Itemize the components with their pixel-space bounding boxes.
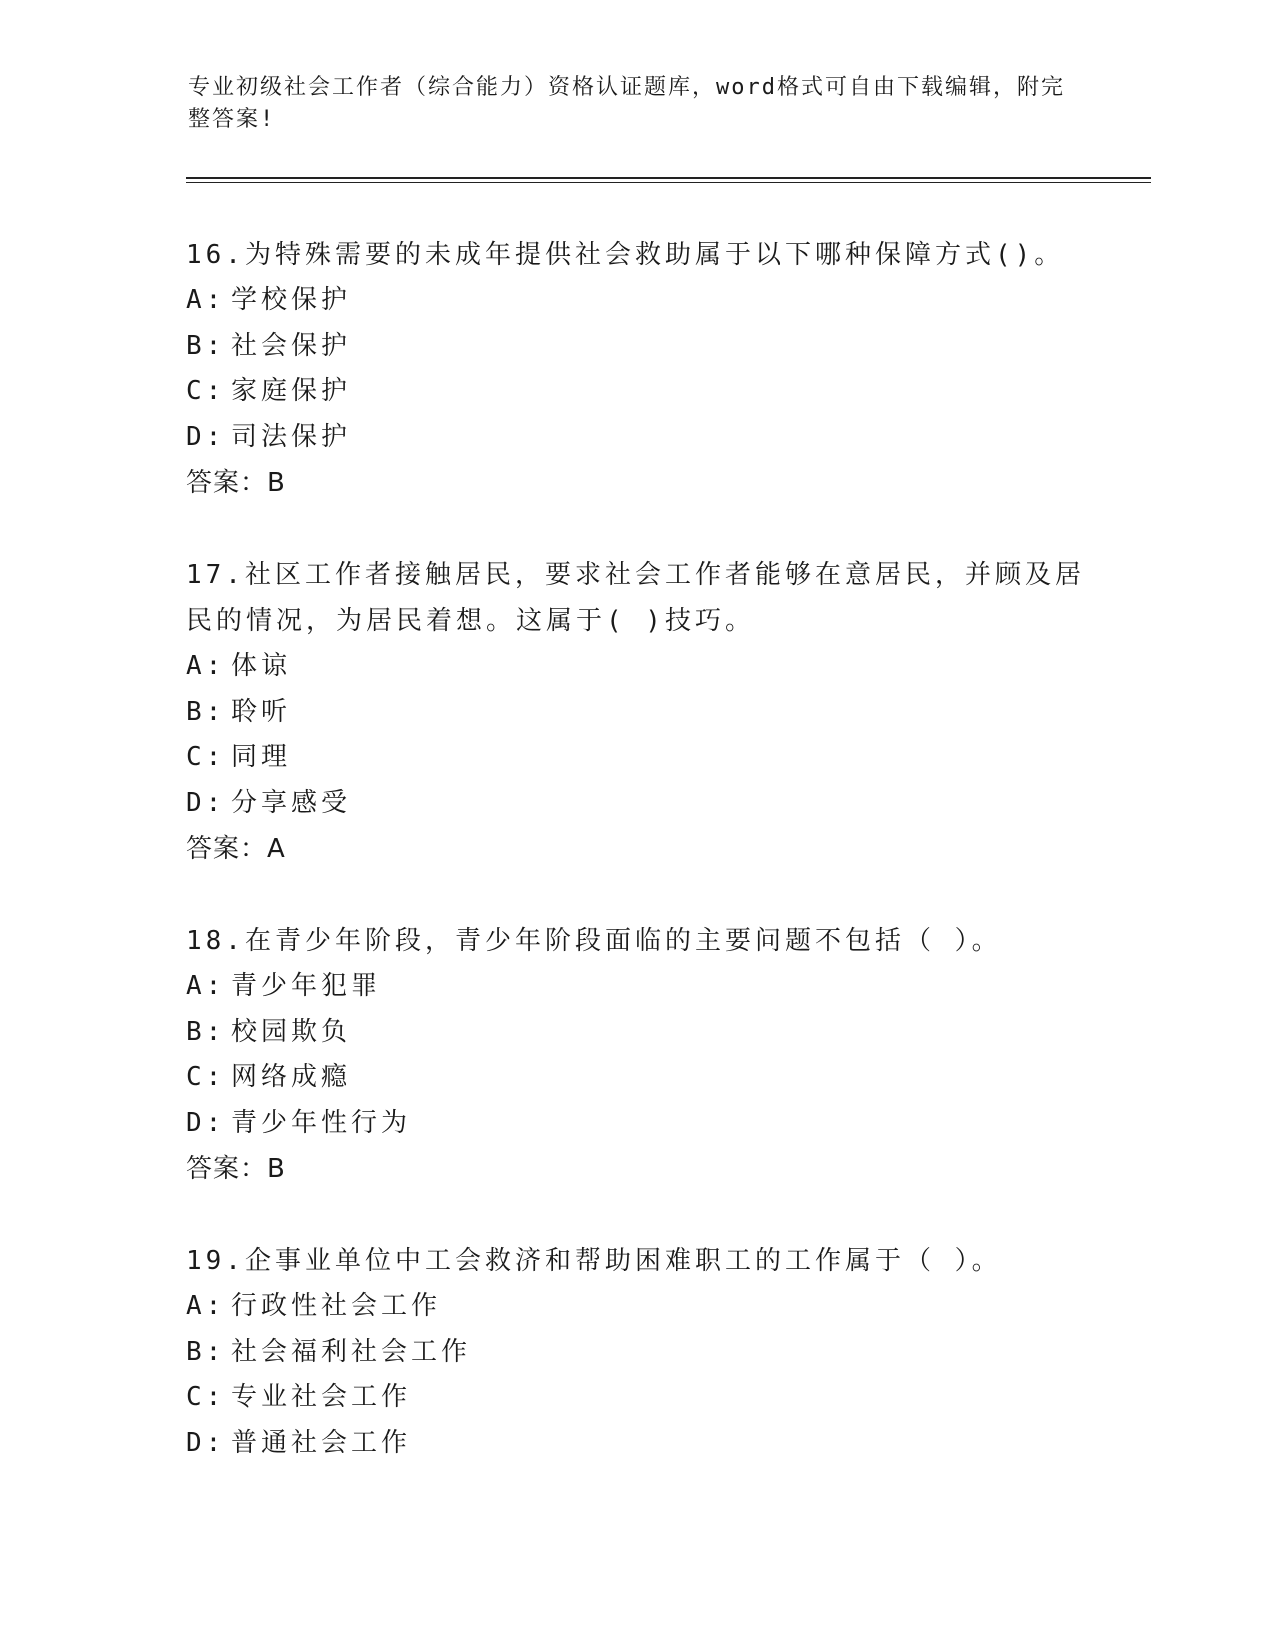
option-text: 体谅: [231, 651, 292, 681]
header-divider: [186, 177, 1151, 183]
option-text: 分享感受: [231, 787, 352, 818]
option-letter: D:: [186, 787, 226, 818]
option-letter: D:: [186, 421, 226, 452]
option-text: 青少年犯罪: [231, 971, 382, 1001]
option-a: [186, 964, 1086, 1010]
option-text: 行政性社会工作: [231, 1291, 442, 1321]
option-b: [186, 324, 1086, 370]
option-d: [186, 415, 1086, 461]
question-list: [186, 232, 1086, 1512]
option-letter: B:: [186, 1016, 226, 1047]
option-text: 青少年性行为: [231, 1107, 412, 1138]
option-c: [186, 369, 1086, 415]
option-b: [186, 1330, 1086, 1376]
option-b: [186, 690, 1086, 736]
option-letter: C:: [186, 1382, 226, 1412]
option-text: 社会保护: [231, 330, 352, 361]
option-text: 专业社会工作: [231, 1382, 412, 1412]
option-d: [186, 1101, 1086, 1147]
option-c: [186, 1055, 1086, 1101]
option-d: [186, 1421, 1086, 1467]
option-a: [186, 644, 1086, 690]
question-stem: 18.在青少年阶段，青少年阶段面临的主要问题不包括（ ）。: [186, 926, 1002, 956]
option-letter: A:: [186, 285, 226, 315]
option-letter: C:: [186, 1062, 226, 1092]
question-item: [186, 918, 1086, 1192]
question-item: [186, 1238, 1086, 1466]
option-text: 网络成瘾: [231, 1062, 352, 1092]
answer-line: 答案：B: [186, 1154, 286, 1184]
question-item: [186, 232, 1086, 506]
option-text: 学校保护: [231, 285, 352, 315]
option-a: [186, 278, 1086, 324]
question-stem: 19.企事业单位中工会救济和帮助困难职工的工作属于（ ）。: [186, 1246, 1002, 1276]
option-letter: C:: [186, 376, 226, 406]
option-b: [186, 1010, 1086, 1056]
option-letter: B:: [186, 696, 226, 727]
option-letter: D:: [186, 1427, 226, 1458]
option-text: 家庭保护: [231, 376, 352, 406]
option-letter: A:: [186, 651, 226, 681]
option-letter: C:: [186, 742, 226, 772]
option-d: [186, 781, 1086, 827]
option-text: 同理: [231, 742, 292, 772]
document-header: 专业初级社会工作者（综合能力）资格认证题库，word格式可自由下载编辑，附完整答案!: [188, 75, 1065, 132]
option-text: 司法保护: [231, 421, 352, 452]
question-item: [186, 552, 1086, 872]
option-text: 校园欺负: [231, 1016, 352, 1047]
question-stem: 16.为特殊需要的未成年提供社会救助属于以下哪种保障方式()。: [186, 240, 1065, 270]
option-c: [186, 735, 1086, 781]
question-stem: 17.社区工作者接触居民，要求社会工作者能够在意居民，并顾及居民的情况，为居民着想。这属于( )技巧。: [186, 560, 1085, 636]
option-letter: A:: [186, 971, 226, 1001]
option-letter: B:: [186, 330, 226, 361]
answer-line: 答案：B: [186, 468, 286, 498]
option-letter: A:: [186, 1291, 226, 1321]
answer-line: 答案：A: [186, 834, 286, 864]
option-letter: B:: [186, 1336, 226, 1367]
option-letter: D:: [186, 1107, 226, 1138]
option-c: [186, 1375, 1086, 1421]
option-a: [186, 1284, 1086, 1330]
option-text: 聆听: [231, 696, 292, 727]
option-text: 普通社会工作: [231, 1427, 412, 1458]
option-text: 社会福利社会工作: [231, 1336, 472, 1367]
